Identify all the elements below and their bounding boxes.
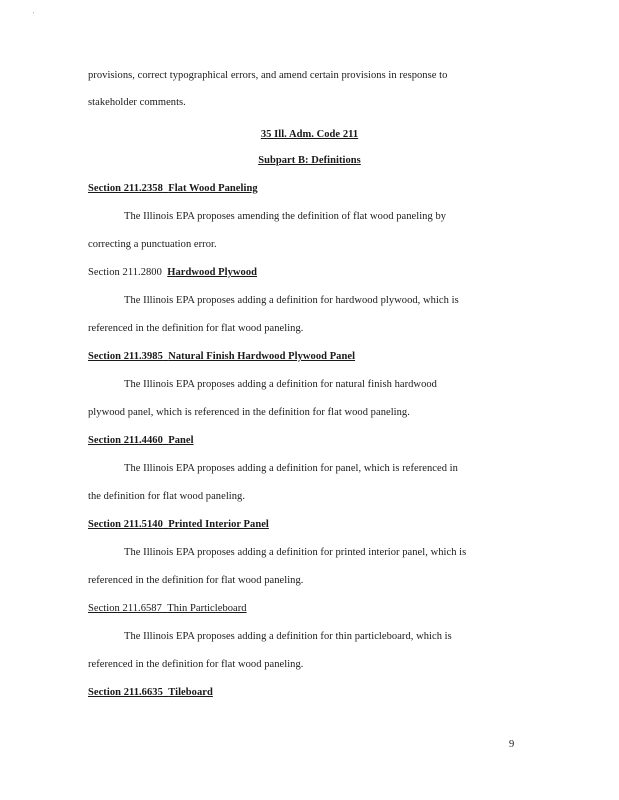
section-text-line-1: The Illinois EPA proposes adding a definition for panel, which is referenced in [124, 463, 458, 474]
section-text-line-2: the definition for flat wood paneling. [88, 491, 246, 502]
page-number: 9 [509, 739, 515, 750]
section-text-line-1: The Illinois EPA proposes adding a definition for thin particleboard, which is [124, 631, 452, 642]
section-title: Thin Particleboard [167, 603, 247, 614]
section-number: Section 211.6587 [88, 603, 162, 614]
section-heading [88, 351, 355, 362]
section-number: Section 211.6635 [88, 687, 163, 698]
section-title: Flat Wood Paneling [168, 183, 258, 194]
section-text-line-2: referenced in the definition for flat wood paneling. [88, 323, 304, 334]
section-text-line-2: referenced in the definition for flat wood paneling. [88, 659, 304, 670]
section-heading [88, 435, 194, 446]
section-heading [88, 603, 247, 614]
section-heading [88, 687, 213, 698]
section-text-line-1: The Illinois EPA proposes adding a definition for printed interior panel, which is [124, 547, 467, 558]
section-number: Section 211.2800 [88, 267, 162, 278]
section-title: Natural Finish Hardwood Plywood Panel [168, 351, 356, 362]
section-number: Section 211.2358 [88, 183, 163, 194]
section-text-line-1: The Illinois EPA proposes adding a definition for hardwood plywood, which is [124, 295, 459, 306]
section-heading [88, 183, 258, 194]
section-text-line-1: The Illinois EPA proposes amending the definition of flat wood paneling by [124, 211, 447, 222]
section-text-line-2: plywood panel, which is referenced in the definition for flat wood paneling. [88, 407, 410, 418]
section-text-line-1: The Illinois EPA proposes adding a definition for natural finish hardwood [124, 379, 437, 390]
section-title: Hardwood Plywood [167, 267, 258, 278]
section-title: Tileboard [168, 687, 213, 698]
section-number: Section 211.5140 [88, 519, 163, 530]
section-heading [88, 267, 257, 278]
intro-paragraph-line-1: provisions, correct typographical errors, and amend certain provisions in response to [88, 70, 448, 81]
section-title: Printed Interior Panel [168, 519, 269, 530]
corner-mark: ' [33, 12, 35, 18]
intro-paragraph-line-2: stakeholder comments. [88, 97, 186, 108]
section-title: Panel [168, 435, 194, 446]
section-text-line-2: correcting a punctuation error. [88, 239, 217, 250]
section-number: Section 211.4460 [88, 435, 163, 446]
section-heading [88, 519, 269, 530]
section-number: Section 211.3985 [88, 351, 163, 362]
subpart-heading: Subpart B: Definitions [258, 155, 361, 166]
code-heading: 35 Ill. Adm. Code 211 [260, 129, 359, 140]
section-text-line-2: referenced in the definition for flat wood paneling. [88, 575, 304, 586]
